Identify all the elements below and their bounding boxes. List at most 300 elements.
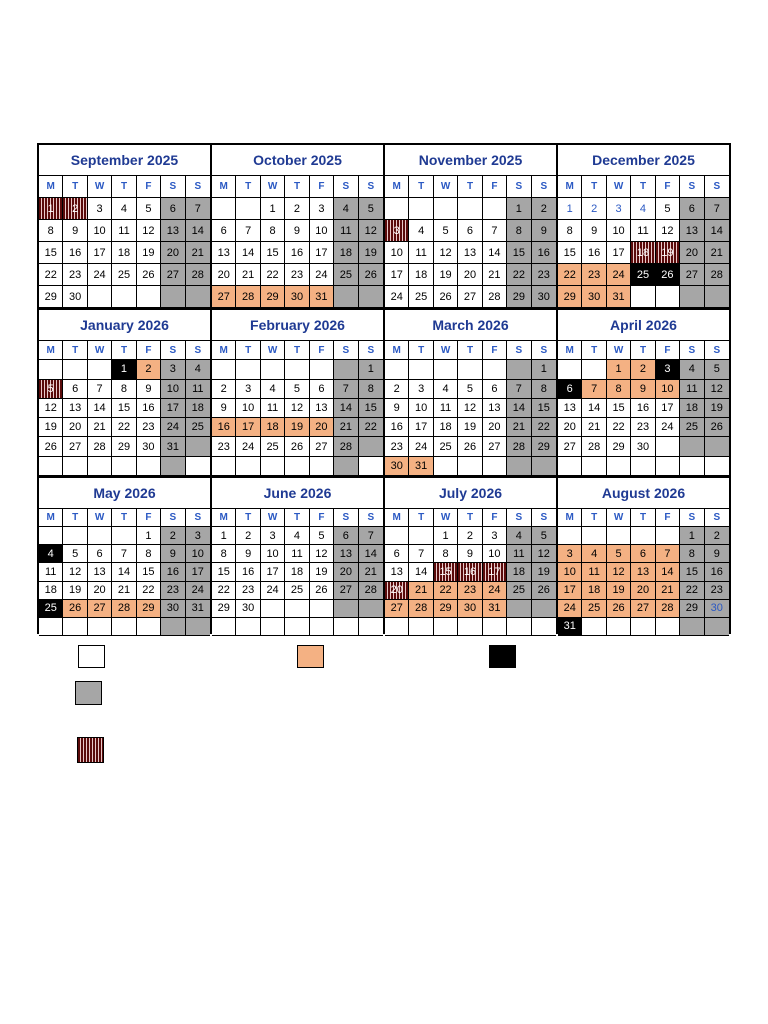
day-cell: 5 [656,198,680,220]
day-cell: 14 [334,399,358,418]
empty-cell [582,360,606,379]
day-cell: 11 [39,563,63,581]
empty-cell [39,527,63,545]
day-cell: 21 [236,264,260,286]
day-cell: 11 [334,220,358,242]
day-cell: 23 [458,582,482,600]
empty-cell [186,618,210,636]
day-cell: 30 [63,286,87,308]
day-cell: 6 [458,220,482,242]
day-cell: 14 [409,563,433,581]
weekday-header: T [285,509,309,527]
weekday-header: T [409,176,433,198]
empty-cell [334,457,358,476]
day-cell: 20 [458,264,482,286]
weekday-header: F [483,176,507,198]
day-cell: 18 [680,399,704,418]
day-cell: 20 [558,418,582,437]
weekday-header: W [607,509,631,527]
day-cell: 31 [186,600,210,618]
empty-cell [261,457,285,476]
day-cell: 16 [458,563,482,581]
day-cell: 18 [434,418,458,437]
day-cell: 9 [631,380,655,399]
day-cell: 8 [359,380,383,399]
day-cell: 21 [359,563,383,581]
day-cell: 30 [285,286,309,308]
month-block [558,478,729,636]
day-cell: 7 [705,198,729,220]
day-cell: 12 [310,545,334,563]
day-cell: 14 [507,399,531,418]
day-cell: 18 [186,399,210,418]
day-cell: 24 [483,582,507,600]
weekday-header: W [261,176,285,198]
empty-cell [631,618,655,636]
day-cell: 14 [112,563,136,581]
weekday-header: F [137,341,161,360]
day-cell: 10 [236,399,260,418]
legend-swatch-white [78,645,105,668]
day-cell: 24 [261,582,285,600]
day-cell: 20 [310,418,334,437]
empty-cell [161,618,185,636]
day-cell: 2 [63,198,87,220]
day-cell: 12 [39,399,63,418]
empty-cell [359,457,383,476]
day-cell: 7 [582,380,606,399]
empty-cell [656,457,680,476]
day-cell: 6 [385,545,409,563]
day-cell: 18 [631,242,655,264]
day-cell: 5 [310,527,334,545]
day-cell: 15 [212,563,236,581]
weekday-header: F [310,509,334,527]
weekday-header: T [63,176,87,198]
day-cell: 9 [63,220,87,242]
empty-cell [558,360,582,379]
empty-cell [88,457,112,476]
day-cell: 9 [285,220,309,242]
day-cell: 29 [607,437,631,456]
empty-cell [458,618,482,636]
empty-cell [385,618,409,636]
day-cell: 25 [285,582,309,600]
day-cell: 1 [558,198,582,220]
weekday-header: S [161,509,185,527]
day-cell: 19 [359,242,383,264]
empty-cell [656,527,680,545]
day-cell: 25 [112,264,136,286]
day-cell: 25 [334,264,358,286]
day-cell: 2 [385,380,409,399]
empty-cell [705,286,729,308]
empty-cell [507,600,531,618]
empty-cell [385,527,409,545]
day-cell: 26 [705,418,729,437]
empty-cell [507,457,531,476]
weekday-header: S [680,509,704,527]
day-cell: 11 [507,545,531,563]
day-cell: 23 [582,264,606,286]
day-cell: 18 [285,563,309,581]
weekday-header: T [409,509,433,527]
day-cell: 3 [483,527,507,545]
empty-cell [507,360,531,379]
day-cell: 4 [631,198,655,220]
day-cell: 15 [359,399,383,418]
day-cell: 29 [112,437,136,456]
day-cell: 12 [359,220,383,242]
empty-cell [385,198,409,220]
empty-cell [236,618,260,636]
day-cell: 9 [705,545,729,563]
weekday-header: W [261,509,285,527]
weekday-header: M [385,176,409,198]
day-cell: 19 [39,418,63,437]
weekday-header: M [558,176,582,198]
day-cell: 17 [409,418,433,437]
day-cell: 24 [186,582,210,600]
day-cell: 17 [483,563,507,581]
day-cell: 19 [434,264,458,286]
month-block [39,310,210,476]
empty-cell [458,457,482,476]
day-cell: 10 [607,220,631,242]
day-cell: 18 [409,264,433,286]
day-cell: 29 [212,600,236,618]
day-cell: 10 [88,220,112,242]
day-cell: 14 [236,242,260,264]
weekday-header: T [631,509,655,527]
empty-cell [434,457,458,476]
day-cell: 13 [63,399,87,418]
day-cell: 2 [631,360,655,379]
empty-cell [507,618,531,636]
day-cell: 7 [656,545,680,563]
weekday-header: T [582,341,606,360]
day-cell: 25 [409,286,433,308]
day-cell: 1 [261,198,285,220]
day-cell: 29 [137,600,161,618]
weekday-header: S [186,341,210,360]
weekday-header: S [359,509,383,527]
weekday-header: S [507,341,531,360]
day-cell: 6 [558,380,582,399]
day-cell: 30 [137,437,161,456]
empty-cell [285,600,309,618]
day-cell: 21 [334,418,358,437]
day-cell: 15 [607,399,631,418]
empty-cell [212,457,236,476]
day-cell: 13 [310,399,334,418]
empty-cell [532,618,556,636]
day-cell: 29 [532,437,556,456]
empty-cell [212,360,236,379]
month-title: December 2025 [558,145,729,176]
day-cell: 17 [236,418,260,437]
day-cell: 3 [186,527,210,545]
empty-cell [236,457,260,476]
day-cell: 10 [186,545,210,563]
weekday-header: S [705,509,729,527]
day-cell: 9 [532,220,556,242]
weekday-header: M [558,509,582,527]
day-cell: 24 [161,418,185,437]
day-cell: 26 [137,264,161,286]
weekday-header: M [39,341,63,360]
day-cell: 6 [631,545,655,563]
day-cell: 9 [212,399,236,418]
empty-cell [409,198,433,220]
day-cell: 31 [161,437,185,456]
day-cell: 24 [88,264,112,286]
day-cell: 21 [582,418,606,437]
day-cell: 28 [88,437,112,456]
weekday-header: M [39,176,63,198]
day-cell: 17 [385,264,409,286]
day-cell: 15 [261,242,285,264]
empty-cell [656,286,680,308]
day-cell: 8 [137,545,161,563]
day-cell: 31 [409,457,433,476]
day-cell: 22 [261,264,285,286]
weekday-header: S [334,176,358,198]
day-cell: 31 [558,618,582,636]
day-cell: 7 [334,380,358,399]
weekday-header: W [607,176,631,198]
day-cell: 14 [483,242,507,264]
weekday-header: S [334,341,358,360]
empty-cell [680,618,704,636]
day-cell: 18 [582,582,606,600]
day-cell: 13 [631,563,655,581]
day-cell: 22 [558,264,582,286]
day-cell: 10 [558,563,582,581]
day-cell: 21 [186,242,210,264]
day-cell: 1 [532,360,556,379]
weekday-header: W [88,176,112,198]
day-cell: 11 [409,242,433,264]
day-cell: 18 [334,242,358,264]
day-cell: 20 [88,582,112,600]
day-cell: 30 [532,286,556,308]
day-cell: 25 [507,582,531,600]
empty-cell [458,360,482,379]
day-cell: 19 [285,418,309,437]
day-cell: 27 [88,600,112,618]
empty-cell [483,360,507,379]
day-cell: 19 [532,563,556,581]
empty-cell [483,198,507,220]
day-cell: 12 [285,399,309,418]
day-cell: 2 [458,527,482,545]
weekday-header: S [705,341,729,360]
weekday-header: F [137,176,161,198]
empty-cell [39,618,63,636]
day-cell: 26 [359,264,383,286]
empty-cell [680,457,704,476]
day-cell: 2 [532,198,556,220]
day-cell: 9 [385,399,409,418]
empty-cell [434,618,458,636]
day-cell: 11 [186,380,210,399]
weekday-header: T [458,176,482,198]
day-cell: 30 [631,437,655,456]
empty-cell [88,618,112,636]
legend-swatch-striped [77,737,104,763]
empty-cell [63,360,87,379]
day-cell: 11 [631,220,655,242]
day-cell: 25 [186,418,210,437]
day-cell: 15 [558,242,582,264]
day-cell: 12 [434,242,458,264]
day-cell: 13 [458,242,482,264]
weekday-header: W [88,509,112,527]
weekday-header: M [212,509,236,527]
day-cell: 19 [63,582,87,600]
empty-cell [186,437,210,456]
day-cell: 23 [137,418,161,437]
day-cell: 23 [161,582,185,600]
weekday-header: S [161,176,185,198]
day-cell: 11 [680,380,704,399]
day-cell: 22 [212,582,236,600]
weekday-header: F [656,341,680,360]
day-cell: 28 [483,286,507,308]
empty-cell [582,527,606,545]
day-cell: 4 [285,527,309,545]
day-cell: 3 [310,198,334,220]
weekday-header: M [212,341,236,360]
day-cell: 4 [39,545,63,563]
day-cell: 20 [483,418,507,437]
day-cell: 12 [458,399,482,418]
empty-cell [112,527,136,545]
empty-cell [607,527,631,545]
day-cell: 2 [582,198,606,220]
day-cell: 6 [88,545,112,563]
month-title: February 2026 [212,310,383,341]
empty-cell [261,600,285,618]
day-cell: 22 [507,264,531,286]
day-cell: 29 [39,286,63,308]
day-cell: 16 [705,563,729,581]
day-cell: 24 [310,264,334,286]
day-cell: 16 [582,242,606,264]
day-cell: 13 [161,220,185,242]
day-cell: 9 [161,545,185,563]
day-cell: 24 [558,600,582,618]
weekday-header: S [359,176,383,198]
day-cell: 8 [212,545,236,563]
day-cell: 10 [310,220,334,242]
day-cell: 7 [112,545,136,563]
day-cell: 1 [137,527,161,545]
day-cell: 5 [705,360,729,379]
day-cell: 23 [705,582,729,600]
day-cell: 9 [582,220,606,242]
weekday-header: W [434,509,458,527]
day-cell: 14 [705,220,729,242]
day-cell: 24 [385,286,409,308]
weekday-header: T [582,509,606,527]
month-title: August 2026 [558,478,729,509]
month-block [212,478,383,636]
day-cell: 3 [236,380,260,399]
day-cell: 13 [88,563,112,581]
day-cell: 7 [236,220,260,242]
day-cell: 9 [236,545,260,563]
day-cell: 22 [680,582,704,600]
empty-cell [310,457,334,476]
day-cell: 6 [334,527,358,545]
day-cell: 10 [261,545,285,563]
weekday-header: T [63,509,87,527]
day-cell: 27 [63,437,87,456]
empty-cell [558,457,582,476]
day-cell: 2 [161,527,185,545]
day-cell: 16 [631,399,655,418]
weekday-header: T [631,176,655,198]
weekday-header: W [261,341,285,360]
day-cell: 28 [656,600,680,618]
day-cell: 18 [112,242,136,264]
day-cell: 3 [607,198,631,220]
weekday-header: S [186,176,210,198]
day-cell: 10 [161,380,185,399]
school-year-calendar [37,143,731,634]
legend-swatch-gray [75,681,102,705]
day-cell: 10 [385,242,409,264]
month-block [385,145,556,308]
day-cell: 28 [409,600,433,618]
month-block [39,478,210,636]
empty-cell [582,618,606,636]
day-cell: 8 [680,545,704,563]
day-cell: 17 [186,563,210,581]
day-cell: 20 [334,563,358,581]
day-cell: 6 [483,380,507,399]
day-cell: 10 [409,399,433,418]
weekday-header: T [285,341,309,360]
empty-cell [63,618,87,636]
day-cell: 16 [63,242,87,264]
day-cell: 31 [607,286,631,308]
day-cell: 14 [359,545,383,563]
day-cell: 17 [558,582,582,600]
month-block [39,145,210,308]
day-cell: 5 [434,220,458,242]
day-cell: 4 [186,360,210,379]
day-cell: 28 [236,286,260,308]
day-cell: 4 [409,220,433,242]
empty-cell [63,527,87,545]
empty-cell [359,437,383,456]
day-cell: 23 [532,264,556,286]
empty-cell [656,437,680,456]
day-cell: 3 [409,380,433,399]
day-cell: 23 [285,264,309,286]
day-cell: 16 [285,242,309,264]
day-cell: 21 [705,242,729,264]
day-cell: 29 [434,600,458,618]
day-cell: 5 [63,545,87,563]
day-cell: 15 [532,399,556,418]
weekday-header: S [507,176,531,198]
weekday-header: S [507,509,531,527]
day-cell: 17 [88,242,112,264]
